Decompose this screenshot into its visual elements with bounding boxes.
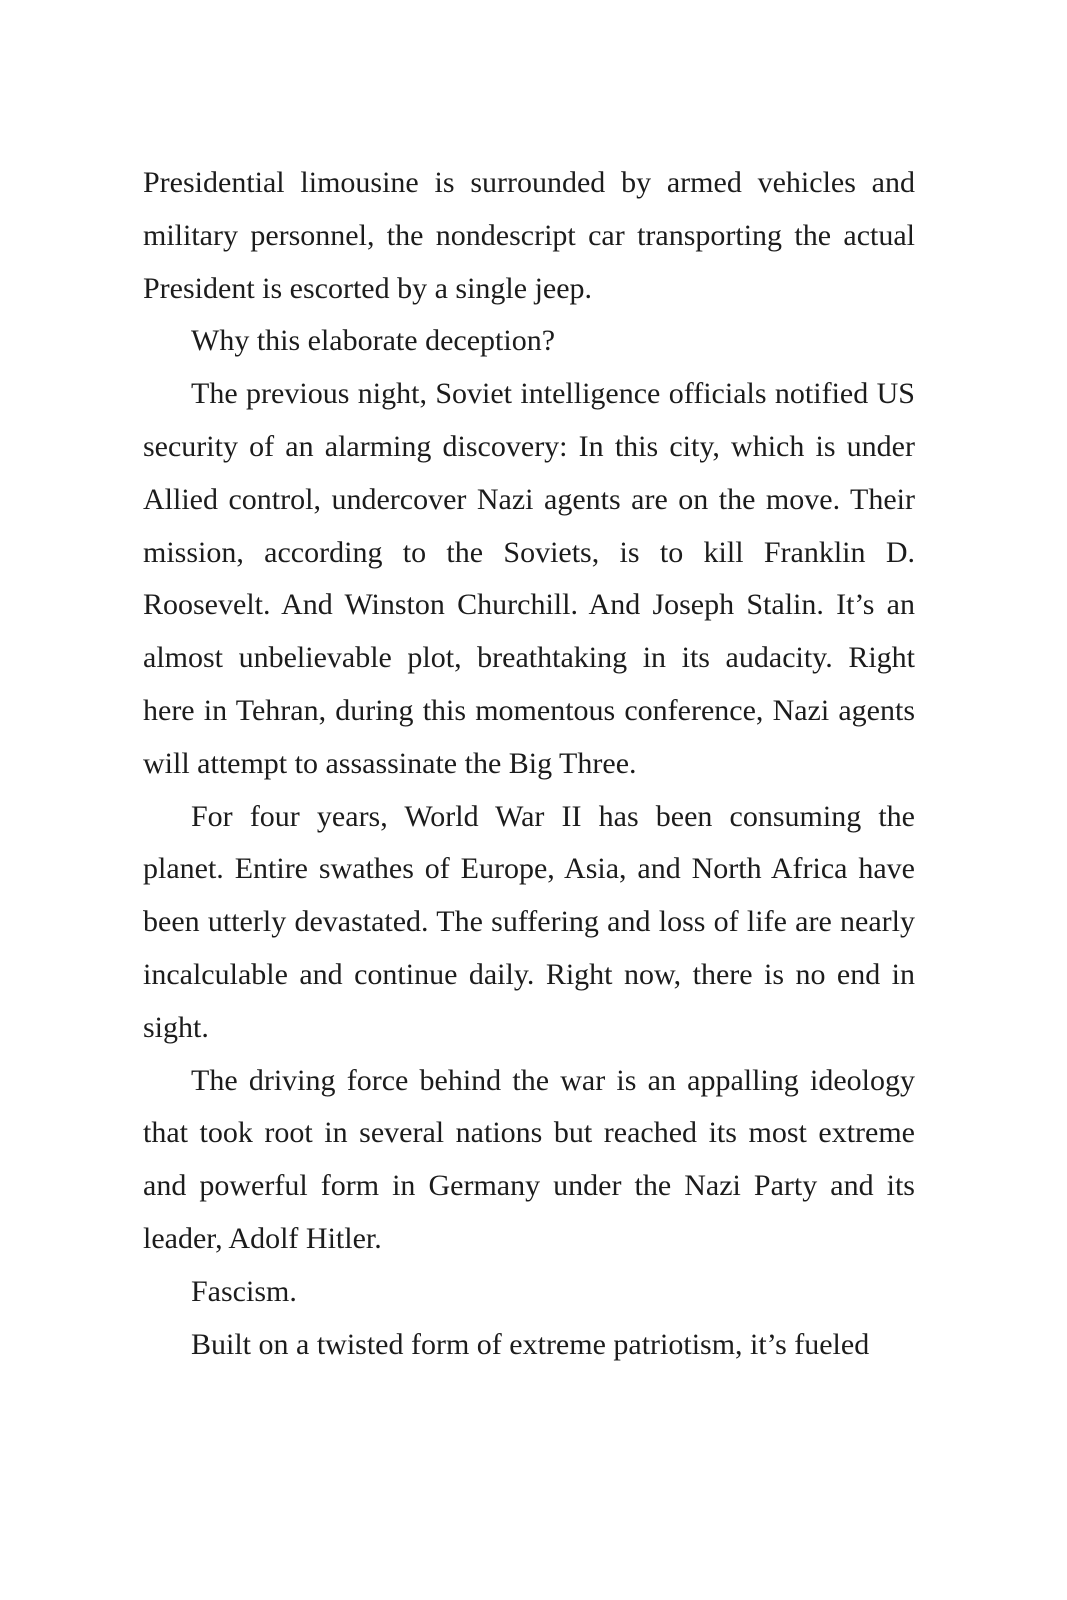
paragraph-fascism: Fascism. (191, 1274, 297, 1308)
paragraph-assassination-plot: The previous night, Soviet intelligence officials notified US security of an alarming discovery: In this city, which is under Allied control, undercover Nazi agents are on the move. Their mission, according to the Soviets, is to kill Franklin D. Roosevelt. And Winston Churchill. And Joseph Stalin. It’s an almost unbelievable plot, breathtaking in its audacity. Right here in Tehran, during this momentous conference, Nazi agents will attempt to assassinate the Big Three. (143, 377, 915, 780)
paragraph-patriotism: Built on a twisted form of extreme patriotism, it’s fueled (191, 1327, 870, 1361)
body-text (143, 157, 915, 1371)
paragraph-deception-question: Why this elaborate deception? (191, 324, 556, 358)
paragraph-world-war-two: For four years, World War II has been consuming the planet. Entire swathes of Europe, Asia, and North Africa have been utterly devastated. The suffering and loss of life are nearly incalculable and continue daily. Right now, there is no end in sight. (143, 799, 915, 1044)
paragraph-ideology: The driving force behind the war is an appalling ideology that took root in several nations but reached its most extreme and powerful form in Germany under the Nazi Party and its leader, Adolf Hitler. (143, 1063, 915, 1255)
paragraph-limousine: Presidential limousine is surrounded by armed vehicles and military personnel, the nondescript car transporting the actual President is escorted by a single jeep. (143, 166, 915, 305)
